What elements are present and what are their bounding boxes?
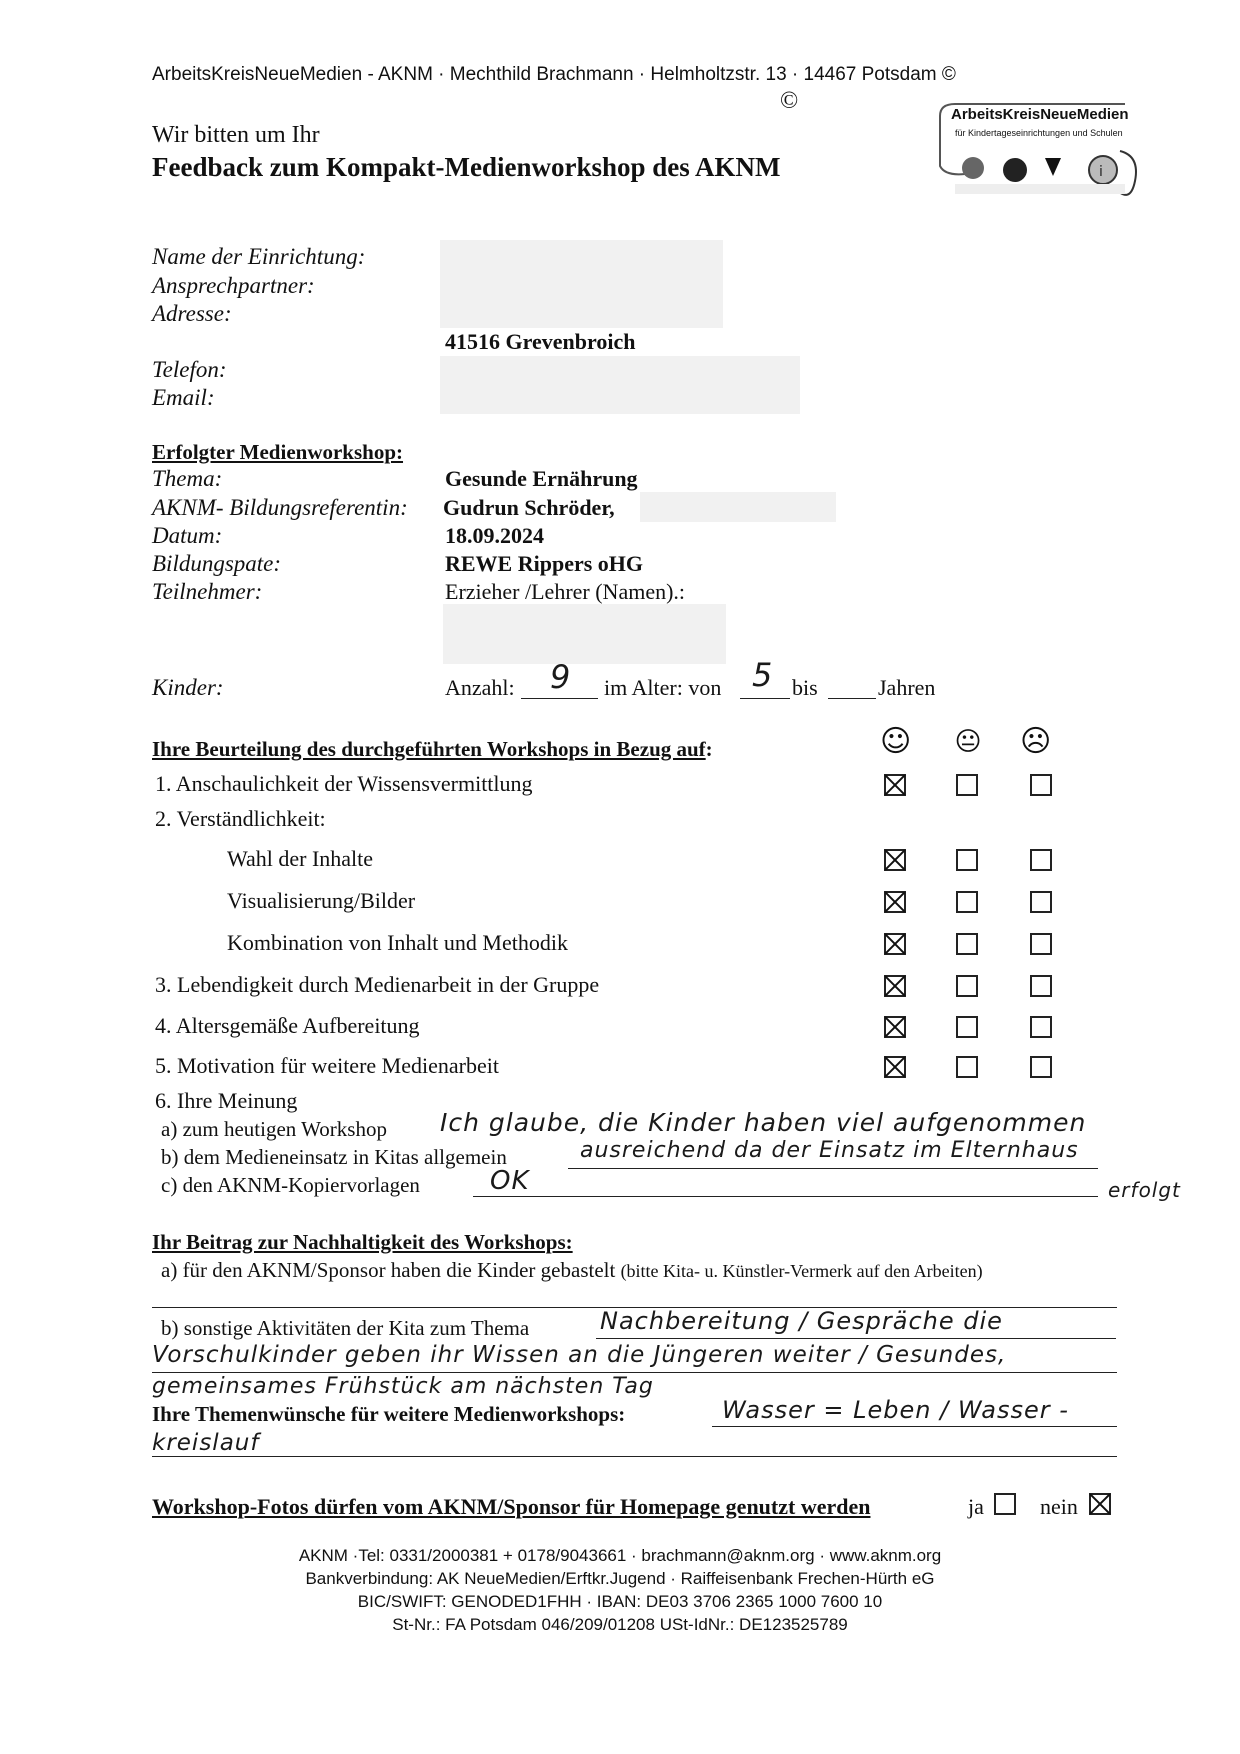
- evaluation-checkbox-bad[interactable]: [1030, 774, 1052, 796]
- evaluation-checkbox-good[interactable]: [884, 933, 906, 955]
- evaluation-heading-text: Ihre Beurteilung des durchgeführten Workshops in Bezug auf: [152, 737, 706, 761]
- children-age-label: im Alter: von: [604, 675, 722, 700]
- sustainability-b-label: b) sonstige Aktivitäten der Kita zum Thema: [161, 1316, 530, 1340]
- evaluation-checkbox-bad[interactable]: [1030, 975, 1052, 997]
- children-years-label: Jahren: [878, 675, 936, 700]
- evaluation-heading: [152, 737, 713, 762]
- evaluation-item-label: Visualisierung/Bilder: [227, 888, 416, 913]
- happy-face-icon: ☺: [880, 724, 912, 759]
- evaluation-checkbox-good[interactable]: [884, 975, 906, 997]
- evaluation-checkbox-good[interactable]: [884, 1056, 906, 1078]
- evaluation-item-label: 4. Altersgemäße Aufbereitung: [155, 1013, 420, 1038]
- opinion-c-value: OK: [490, 1166, 530, 1196]
- logo-name: ArbeitsKreisNeueMedien: [951, 106, 1129, 123]
- evaluation-checkbox-bad[interactable]: [1030, 1016, 1052, 1038]
- evaluation-checkbox-neutral[interactable]: [956, 849, 978, 871]
- copyright-mark: ©: [780, 88, 799, 114]
- evaluation-checkbox-good[interactable]: [884, 891, 906, 913]
- logo-tagline: für Kindertageseinrichtungen und Schulen: [955, 128, 1123, 138]
- evaluation-checkbox-bad[interactable]: [1030, 1056, 1052, 1078]
- workshop-heading: Erfolgter Medienworkshop:: [152, 440, 404, 464]
- sustainability-b-line-2: [152, 1372, 1117, 1373]
- wishes-line-1: [712, 1426, 1117, 1427]
- children-count-line: [521, 698, 598, 699]
- evaluation-heading-colon: :: [705, 737, 713, 761]
- phone-label: Telefon:: [152, 357, 227, 382]
- header-address-line: ArbeitsKreisNeueMedien - AKNM · Mechthild Brachmann · Helmholtzstr. 13 · 14467 Potsdam ©: [152, 64, 956, 85]
- wishes-line-2: [152, 1456, 1117, 1457]
- children-label: Kinder:: [152, 675, 224, 700]
- footer-line-4: St-Nr.: FA Potsdam 046/209/01208 USt-IdNr.: DE123525789: [392, 1615, 848, 1634]
- aknm-logo: [935, 96, 1145, 196]
- children-age-from-line: [740, 698, 790, 699]
- evaluation-item-label: 1. Anschaulichkeit der Wissensvermittlung: [155, 771, 533, 796]
- photos-no-label: nein: [1040, 1494, 1078, 1519]
- opinion-a-label: a) zum heutigen Workshop: [161, 1117, 387, 1141]
- sustainability-a-note: (bitte Kita- u. Künstler-Vermerk auf den Arbeiten): [620, 1261, 983, 1281]
- opinion-c-label: c) den AKNM-Kopiervorlagen: [161, 1173, 420, 1197]
- photos-yes-checkbox[interactable]: [994, 1493, 1016, 1515]
- redacted-participants: [443, 604, 726, 664]
- opinion-b-line: [568, 1168, 1098, 1169]
- svg-text:i: i: [1099, 164, 1103, 180]
- photos-label: [152, 1494, 870, 1520]
- redacted-institution: [440, 240, 723, 328]
- sponsor-label: Bildungspate:: [152, 551, 282, 576]
- contact-label: Ansprechpartner:: [152, 273, 315, 298]
- evaluation-checkbox-neutral[interactable]: [956, 933, 978, 955]
- redacted-contact: [440, 356, 800, 414]
- address-label: Adresse:: [152, 301, 232, 326]
- page-title: Feedback zum Kompakt-Medienworkshop des AKNM: [152, 152, 781, 182]
- sustainability-heading: Ihr Beitrag zur Nachhaltigkeit des Workshops:: [152, 1230, 573, 1254]
- referent-label: AKNM- Bildungsreferentin:: [152, 495, 408, 520]
- evaluation-item-label: Wahl der Inhalte: [227, 846, 374, 871]
- institution-name-label: Name der Einrichtung:: [152, 244, 366, 269]
- date-label: Datum:: [152, 523, 223, 548]
- evaluation-checkbox-bad[interactable]: [1030, 891, 1052, 913]
- children-age-to-label: bis: [792, 675, 818, 700]
- children-count-label: Anzahl:: [445, 675, 515, 700]
- children-count-value: 9: [550, 658, 572, 696]
- neutral-face-icon: 😐: [954, 727, 982, 757]
- topic-label: Thema:: [152, 466, 223, 491]
- children-age-to-line: [828, 698, 876, 699]
- intro-text: Wir bitten um Ihr: [152, 122, 320, 148]
- sponsor-value: REWE Rippers oHG: [445, 551, 644, 576]
- sustainability-b-value-3: gemeinsames Frühstück am nächsten Tag: [152, 1374, 654, 1399]
- evaluation-checkbox-neutral[interactable]: [956, 1056, 978, 1078]
- photos-label-text: Workshop-Fotos dürfen vom AKNM/Sponsor für Homepage genutzt werden: [152, 1494, 871, 1519]
- children-age-from: 5: [752, 656, 774, 694]
- evaluation-checkbox-neutral[interactable]: [956, 891, 978, 913]
- date-value: 18.09.2024: [445, 523, 544, 548]
- email-label: Email:: [152, 385, 215, 410]
- evaluation-item-label: 2. Verständlichkeit:: [155, 806, 326, 831]
- evaluation-item-label: 3. Lebendigkeit durch Medienarbeit in der Gruppe: [155, 972, 600, 997]
- wishes-value-2: kreislauf: [152, 1430, 260, 1456]
- photos-no-checkbox[interactable]: [1089, 1493, 1111, 1515]
- evaluation-item-label: 5. Motivation für weitere Medienarbeit: [155, 1053, 499, 1078]
- evaluation-checkbox-neutral[interactable]: [956, 774, 978, 796]
- evaluation-checkbox-good[interactable]: [884, 1016, 906, 1038]
- footer-line-2: Bankverbindung: AK NeueMedien/Erftkr.Jugend · Raiffeisenbank Frechen-Hürth eG: [305, 1569, 935, 1588]
- evaluation-checkbox-good[interactable]: [884, 774, 906, 796]
- referent-value: Gudrun Schröder,: [443, 495, 615, 520]
- sustainability-b-line: [596, 1338, 1116, 1339]
- topic-value: Gesunde Ernährung: [445, 466, 638, 491]
- opinion-c-line: [473, 1196, 1098, 1197]
- sad-face-icon: ☹: [1020, 724, 1052, 759]
- opinion-b-label: b) dem Medieneinsatz in Kitas allgemein: [161, 1145, 507, 1169]
- sustainability-a-label: a) für den AKNM/Sponsor haben die Kinder gebastelt: [161, 1258, 616, 1282]
- evaluation-checkbox-good[interactable]: [884, 849, 906, 871]
- sustainability-b-value-1: Nachbereitung / Gespräche die: [600, 1307, 1003, 1335]
- footer-line-3: BIC/SWIFT: GENODED1FHH · IBAN: DE03 3706 2365 1000 7600 10: [357, 1592, 883, 1611]
- evaluation-checkbox-neutral[interactable]: [956, 975, 978, 997]
- wishes-label: Ihre Themenwünsche für weitere Medienworkshops:: [152, 1402, 626, 1426]
- evaluation-checkbox-bad[interactable]: [1030, 933, 1052, 955]
- opinion-heading: 6. Ihre Meinung: [155, 1088, 298, 1113]
- sustainability-b-value-2: Vorschulkinder geben ihr Wissen an die Jüngeren weiter / Gesundes,: [152, 1342, 1007, 1368]
- photos-yes-label: ja: [968, 1494, 984, 1519]
- opinion-b-value: ausreichend da der Einsatz im Elternhaus: [580, 1138, 1079, 1163]
- participants-label: Teilnehmer:: [152, 579, 263, 604]
- opinion-b-value-cont: erfolgt: [1108, 1178, 1181, 1202]
- participants-value: Erzieher /Lehrer (Namen).:: [445, 579, 686, 604]
- address-value: 41516 Grevenbroich: [445, 329, 636, 354]
- evaluation-checkbox-bad[interactable]: [1030, 849, 1052, 871]
- wishes-value-1: Wasser = Leben / Wasser -: [722, 1396, 1069, 1424]
- footer-line-1: AKNM ·Tel: 0331/2000381 + 0178/9043661 · brachmann@aknm.org · www.aknm.org: [298, 1546, 942, 1565]
- evaluation-item-label: Kombination von Inhalt und Methodik: [227, 930, 568, 955]
- redacted-referent: [640, 492, 836, 522]
- sustainability-a: [161, 1258, 983, 1283]
- opinion-a-value: Ich glaube, die Kinder haben viel aufgenommen: [440, 1108, 1087, 1137]
- evaluation-checkbox-neutral[interactable]: [956, 1016, 978, 1038]
